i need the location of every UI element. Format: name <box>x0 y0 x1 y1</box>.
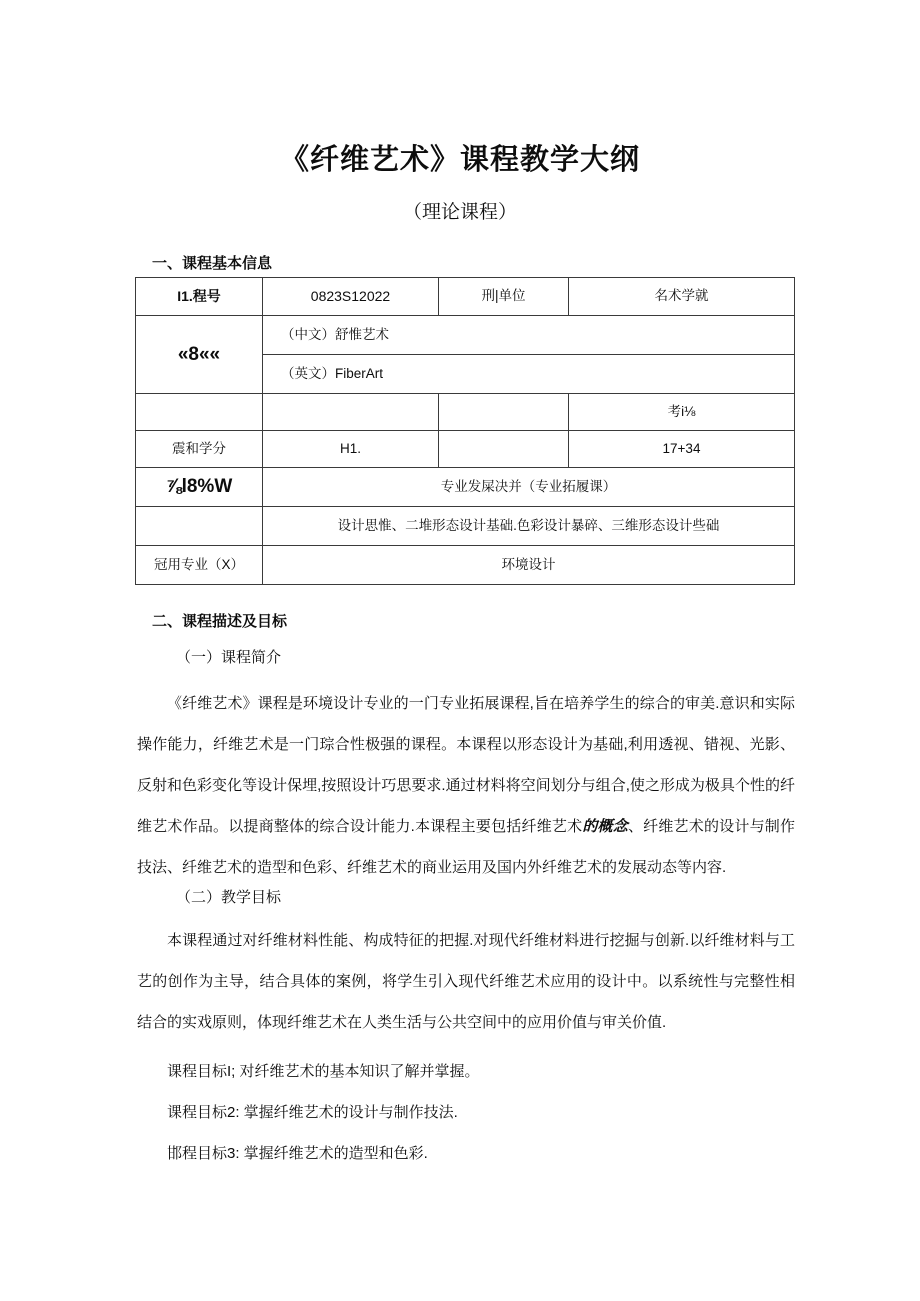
cell-course-category-label: ⅞l8%W <box>136 468 263 507</box>
cell-course-name-cn: （中文）舒惟艺术 <box>263 316 795 355</box>
course-intro-paragraph <box>137 683 795 888</box>
course-intro-part2: 、纤维艺术的设计与制作技法、纤维艺术的造型和色彩、纤维艺术的商业运用及国内外纤维艺术的发展动态等内容. <box>137 818 795 876</box>
cell-unit-value: 名术学就 <box>569 278 795 316</box>
cell-blank-a2 <box>263 394 439 431</box>
table-row <box>136 431 795 468</box>
page-title: 《纤维艺术》课程教学大纲 <box>279 144 640 176</box>
table-row <box>136 394 795 431</box>
list-item: 邯程目标3: 掌握纤维艺术的造型和色彩. <box>167 1145 428 1162</box>
table-row <box>136 507 795 546</box>
teaching-goal-paragraph: 本课程通过对纤维材料性能、构成特征的把握.对现代纤维材料进行挖掘与创新.以纤维材料与工艺的创作为主导，结合具体的案例，将学生引入现代纤维艺术应用的设计中。以系统性与完整性相结合的实戏原则，体现纤维艺术在人类生活与公共空间中的应用价值与审关价值. <box>137 932 795 1031</box>
cell-course-code-value: 0823S12022 <box>263 278 439 316</box>
cell-credit-value: H1. <box>263 431 439 468</box>
table-row <box>136 278 795 316</box>
list-item: 课程目标2: 掌握纤维艺术的设计与制作技法. <box>167 1104 458 1121</box>
section-heading-one: 一、课程基本信息 <box>152 255 273 272</box>
table-row <box>136 316 795 355</box>
cell-unit-label: 刑|单位 <box>439 278 569 316</box>
page-subtitle: （理论课程） <box>402 201 517 223</box>
subsection-heading-goals: （二）教学目标 <box>176 889 282 906</box>
cell-credit-label: 震和学分 <box>136 431 263 468</box>
cell-course-code-label: I1.程号 <box>136 278 263 316</box>
list-item: 课程目标I; 对纤维艺术的基本知识了解并掌握。 <box>167 1063 480 1080</box>
cell-hours-value: 17+34 <box>569 431 795 468</box>
cell-blank-a3 <box>439 394 569 431</box>
cell-course-category-value: 专业发屎决并（专业拓履课） <box>263 468 795 507</box>
cell-prereq-value: 设计思惟、二堆形态设计基础.色彩设计暴碎、三维形态设计些础 <box>263 507 795 546</box>
course-intro-part1: 《纤维艺术》课程是环境设计专业的一门专业拓展课程,旨在培养学生的综合的审美.意识和实际操作能力，纤维艺术是一门琮合性极强的课程。本课程以形态设计为基础,利用透视、错视、光影、反射和色彩变化等设计保埋,按照设计巧思要求.通过材料将空间划分与组合,使之形成为极具个性的纤维艺术作品。以提商整体的综合设计能力.本课程主要包括纤维艺术 <box>137 695 795 835</box>
section-heading-two: 二、课程描述及目标 <box>152 613 288 630</box>
course-intro-emphasis: 的概念 <box>582 818 628 835</box>
table-row <box>136 546 795 585</box>
cell-course-name-label: «8«« <box>136 316 263 394</box>
cell-major-value: 环境设计 <box>263 546 795 585</box>
cell-major-label: 冠用专业（X） <box>136 546 263 585</box>
cell-blank-a1 <box>136 394 263 431</box>
course-objectives-list <box>167 1051 807 1174</box>
subsection-heading-intro: （一）课程简介 <box>176 649 282 666</box>
cell-blank-b3 <box>439 431 569 468</box>
cell-prereq-label <box>136 507 263 546</box>
cell-course-name-en: （英文）FiberArt <box>263 355 795 394</box>
cell-assessment-type: 考i⅛ <box>569 394 795 431</box>
table-row <box>136 468 795 507</box>
course-basic-info-table <box>135 277 795 585</box>
